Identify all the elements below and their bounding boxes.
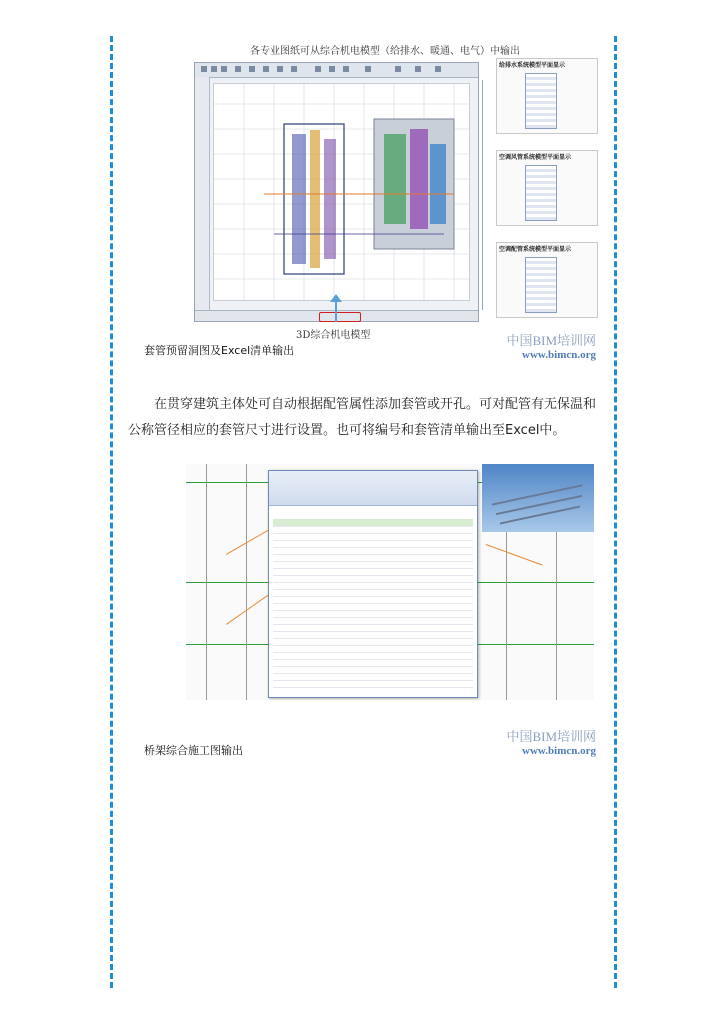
arrow-stem bbox=[335, 300, 337, 322]
watermark-name: 中国BIM培训网 bbox=[506, 729, 596, 744]
panel-piping bbox=[496, 242, 598, 318]
plan-thumbnail bbox=[525, 165, 557, 221]
cad-screenshot bbox=[194, 62, 479, 322]
excel-sleeve-table bbox=[273, 519, 473, 693]
watermark-name: 中国BIM培训网 bbox=[506, 333, 596, 348]
figure-mep-model bbox=[190, 40, 605, 360]
caption-3d-model: 3D综合机电模型 bbox=[296, 330, 371, 341]
model-view-highlight bbox=[319, 312, 361, 322]
panel-piping-label: 空调配管系统模型平面显示 bbox=[499, 246, 572, 253]
plan-thumbnail bbox=[525, 257, 557, 313]
watermark bbox=[456, 726, 596, 757]
excel-ribbon bbox=[269, 471, 477, 506]
panel-plumbing-label: 给排水系统模型平面显示 bbox=[499, 62, 566, 69]
cad-canvas bbox=[213, 83, 470, 301]
cad-toolbar bbox=[195, 63, 478, 78]
left-dashed-border bbox=[110, 36, 113, 988]
panel-duct bbox=[496, 150, 598, 226]
mep-model-drawing bbox=[214, 84, 470, 300]
panel-duct-label: 空调风管系统模型平面显示 bbox=[499, 154, 572, 161]
3d-render-view bbox=[482, 464, 594, 532]
caption-sleeve-output: 套管预留洞图及Excel清单输出 bbox=[144, 344, 295, 357]
right-dashed-border bbox=[614, 36, 617, 988]
body-paragraph: 在贯穿建筑主体处可自动根据配管属性添加套管或开孔。可对配管有无保温和公称管径相应的套管尺寸进行设置。也可将编号和套管清单输出至Excel中。 bbox=[128, 397, 597, 438]
panel-plumbing bbox=[496, 58, 598, 134]
watermark bbox=[456, 330, 596, 361]
grid-line bbox=[206, 464, 207, 700]
plan-panels bbox=[496, 58, 598, 328]
figure-title: 各专业图纸可从综合机电模型（给排水、暖通、电气）中输出 bbox=[250, 46, 520, 57]
watermark-url: www.bimcn.org bbox=[522, 349, 596, 361]
cad-sidebar bbox=[195, 77, 210, 311]
grid-line bbox=[246, 464, 247, 700]
caption-tray-output: 桥架综合施工图输出 bbox=[144, 744, 243, 757]
watermark-url: www.bimcn.org bbox=[522, 745, 596, 757]
bracket-connector bbox=[482, 80, 491, 310]
plan-thumbnail bbox=[525, 73, 557, 129]
excel-window bbox=[268, 470, 478, 698]
figure-sleeve-excel bbox=[186, 464, 594, 700]
